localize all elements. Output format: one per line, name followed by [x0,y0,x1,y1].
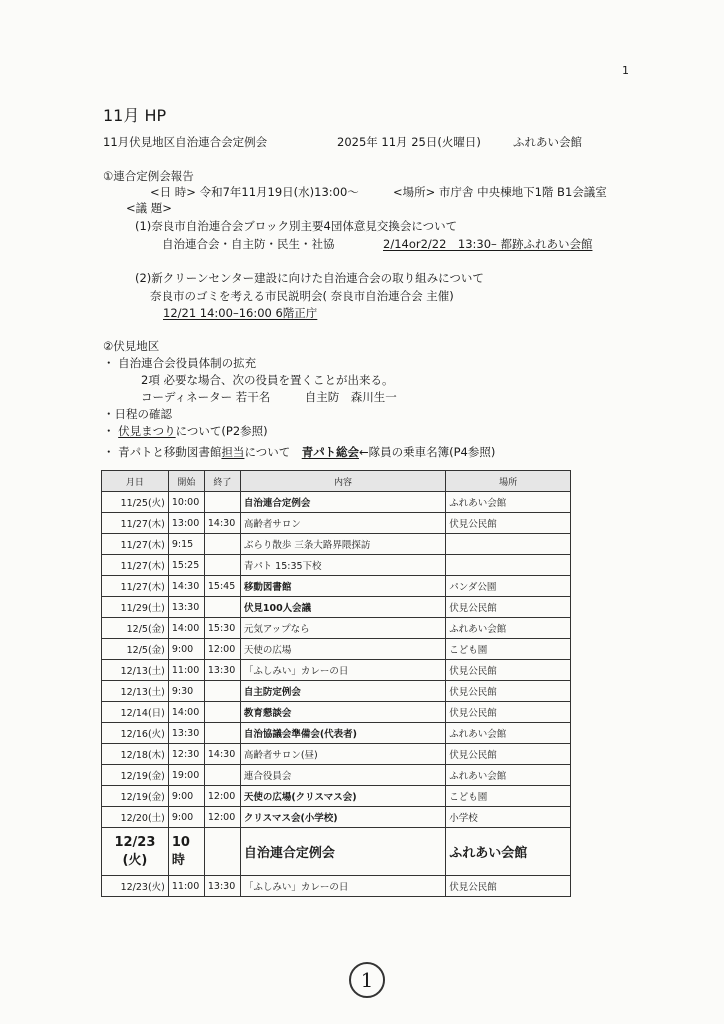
cell-date: 12/18(木) [102,744,169,765]
cell-end: 14:30 [204,744,240,765]
cell-date: 12/20(土) [102,807,169,828]
agenda-item1-date: 2/14or2/22 13:30– 都跡ふれあい会館 [383,237,593,251]
cell-end [204,492,240,513]
meeting-name: 11月伏見地区自治連合会定例会 [103,135,268,149]
cell-start: 13:30 [168,597,204,618]
cell-start: 10:00 [168,492,204,513]
agenda-item1: (1)奈良市自治連合会ブロック別主要4団体意見交換会について [135,219,458,233]
cell-place: 伏見公民館 [446,744,571,765]
table-row [102,807,571,828]
cell-start: 11:00 [168,660,204,681]
table-row [102,681,571,702]
cell-place: ふれあい会館 [446,828,571,876]
bullet-officers: ・ 自治連合会役員体制の拡充 [103,356,257,370]
table-row [102,618,571,639]
bullet-patrol-mid: について [244,445,302,459]
cell-content: 自治連合定例会 [240,828,445,876]
table-row [102,534,571,555]
table-row [102,492,571,513]
cell-date: 12/19(金) [102,765,169,786]
bullet-officers-clause: 2項 必要な場合、次の役員を置くことが出来る。 [141,373,394,387]
cell-date: 12/19(金) [102,786,169,807]
cell-end: 13:30 [204,660,240,681]
agenda-item2-date: 12/21 14:00–16:00 6階正庁 [163,306,318,320]
cell-start: 19:00 [168,765,204,786]
bullet-officers-coordinator: コーディネーター 若干名 自主防 森川生一 [141,390,397,404]
section1-heading: ①連合定例会報告 [103,169,194,183]
cell-place: 伏見公民館 [446,702,571,723]
cell-place: ふれあい会館 [446,765,571,786]
cell-end [204,702,240,723]
cell-end [204,534,240,555]
cell-content: 「ふしみい」カレーの日 [240,660,445,681]
bullet-festival-suffix: について(P2参照) [175,424,268,438]
table-row [102,660,571,681]
cell-date: 11/27(木) [102,555,169,576]
table-row [102,876,571,897]
cell-content: 高齢者サロン(昼) [240,744,445,765]
cell-place: 伏見公民館 [446,876,571,897]
col-header-end: 終了 [204,471,240,492]
cell-place: 伏見公民館 [446,681,571,702]
cell-date: 11/29(土) [102,597,169,618]
cell-content: 移動図書館 [240,576,445,597]
cell-place: こども園 [446,786,571,807]
page-title: 11月 HP [103,106,167,125]
cell-start: 12:30 [168,744,204,765]
patrol-meeting-text: 青パト総会 [301,445,359,459]
bullet-festival [103,423,268,439]
bullet-patrol-suffix: ←隊員の乗車名簿(P4参照) [359,445,496,459]
bullet-patrol-prefix: ・ 青パトと移動図書館 [103,445,222,459]
cell-place: ふれあい会館 [446,723,571,744]
section1-place: <場所> 市庁舎 中央棟地下1階 B1会議室 [393,185,607,199]
cell-content: 「ふしみい」カレーの日 [240,876,445,897]
cell-start: 9:00 [168,807,204,828]
page-number: 1 [622,64,629,77]
cell-content: 天使の広場 [240,639,445,660]
cell-content: 青パト 15:35下校 [240,555,445,576]
cell-place: ふれあい会館 [446,618,571,639]
cell-start: 9:00 [168,639,204,660]
schedule-table [101,470,571,897]
cell-start: 15:25 [168,555,204,576]
table-row [102,723,571,744]
cell-content: 自治連合定例会 [240,492,445,513]
cell-start: 14:00 [168,702,204,723]
cell-start: 9:30 [168,681,204,702]
festival-link: 伏見まつり [118,424,176,438]
cell-end [204,723,240,744]
cell-end: 12:00 [204,807,240,828]
cell-content: 自治協議会準備会(代表者) [240,723,445,744]
col-header-content: 内容 [240,471,445,492]
cell-content: 連合役員会 [240,765,445,786]
agenda-item1-detail: 自治連合会・自主防・民生・社協 [162,237,335,251]
cell-end: 12:00 [204,786,240,807]
cell-date: 12/23 (火) [102,828,169,876]
cell-start: 10 時 [168,828,204,876]
cell-content: 伏見100人会議 [240,597,445,618]
cell-date: 11/27(木) [102,534,169,555]
cell-place: 伏見公民館 [446,597,571,618]
cell-place: ふれあい会館 [446,492,571,513]
cell-content: ぶらり散歩 三条大路界隈探訪 [240,534,445,555]
col-header-place: 場所 [446,471,571,492]
table-row [102,765,571,786]
table-row [102,555,571,576]
cell-date: 12/16(火) [102,723,169,744]
cell-start: 9:15 [168,534,204,555]
table-row [102,513,571,534]
cell-end: 13:30 [204,876,240,897]
cell-place [446,534,571,555]
cell-place: 伏見公民館 [446,660,571,681]
table-header-row [102,471,571,492]
agenda-item2-detail: 奈良市のゴミを考える市民説明会( 奈良市自治連合会 主催) [150,289,454,303]
cell-date: 12/5(金) [102,639,169,660]
cell-end [204,828,240,876]
cell-content: 元気アップなら [240,618,445,639]
table-row [102,744,571,765]
cell-content: 天使の広場(クリスマス会) [240,786,445,807]
page-mark-circle: 1 [349,962,385,998]
cell-date: 11/27(木) [102,576,169,597]
bullet-schedule: ・日程の確認 [103,407,172,421]
table-row [102,576,571,597]
cell-start: 13:00 [168,513,204,534]
agenda-item2: (2)新クリーンセンター建設に向けた自治連合会の取り組みについて [135,271,484,285]
col-header-start: 開始 [168,471,204,492]
cell-start: 13:30 [168,723,204,744]
cell-end: 15:45 [204,576,240,597]
cell-end [204,597,240,618]
cell-date: 12/23(火) [102,876,169,897]
table-row [102,639,571,660]
meeting-date: 2025年 11月 25日(火曜日) [337,135,481,149]
cell-content: 自主防定例会 [240,681,445,702]
cell-end [204,555,240,576]
section2-heading: ②伏見地区 [103,339,160,353]
cell-date: 12/13(土) [102,681,169,702]
meeting-venue: ふれあい会館 [513,135,582,149]
cell-end [204,765,240,786]
cell-start: 9:00 [168,786,204,807]
section1-datetime: <日 時> 令和7年11月19日(水)13:00～ [150,185,359,199]
cell-date: 12/13(土) [102,660,169,681]
cell-place: こども園 [446,639,571,660]
cell-end: 15:30 [204,618,240,639]
section1-agenda-label: <議 題> [126,201,172,215]
cell-content: クリスマス会(小学校) [240,807,445,828]
cell-start: 14:30 [168,576,204,597]
table-row [102,597,571,618]
cell-date: 12/5(金) [102,618,169,639]
cell-place: パンダ公園 [446,576,571,597]
col-header-date: 月日 [102,471,169,492]
cell-place: 伏見公民館 [446,513,571,534]
cell-date: 11/27(木) [102,513,169,534]
table-row [102,702,571,723]
cell-content: 高齢者サロン [240,513,445,534]
cell-end: 14:30 [204,513,240,534]
table-row-highlight [102,828,571,876]
cell-start: 14:00 [168,618,204,639]
bullet-festival-prefix: ・ [103,424,119,438]
cell-start: 11:00 [168,876,204,897]
table-row [102,786,571,807]
cell-place [446,555,571,576]
cell-end: 12:00 [204,639,240,660]
cell-content: 教育懇談会 [240,702,445,723]
cell-date: 12/14(日) [102,702,169,723]
cell-end [204,681,240,702]
cell-place: 小学校 [446,807,571,828]
bullet-patrol [103,444,495,460]
cell-date: 11/25(火) [102,492,169,513]
in-charge-text: 担当 [221,445,245,459]
